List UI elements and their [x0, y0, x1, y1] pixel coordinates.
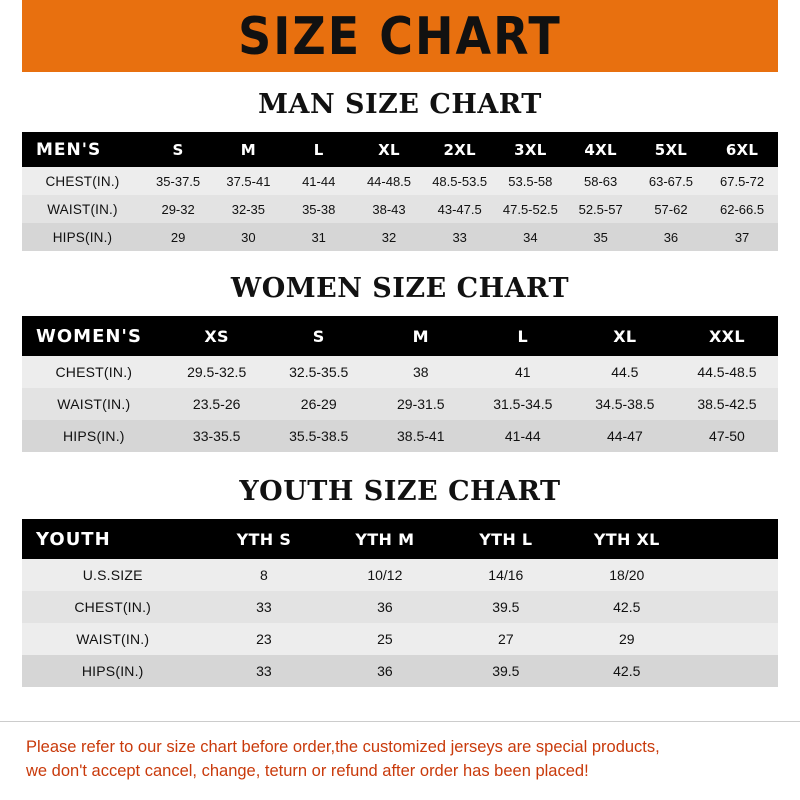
women-size-table [22, 316, 778, 452]
cell: 33 [256, 599, 272, 615]
youth-header-cell: YTH M [355, 529, 415, 549]
cell-spacer [687, 559, 778, 591]
youth-header-cell: YTH XL [593, 529, 660, 549]
cell: 26-29 [300, 396, 337, 412]
women-header-cell: M [412, 326, 429, 346]
man-header-cell: 5XL [654, 140, 688, 159]
cell: 33 [256, 663, 272, 679]
cell: 23 [256, 631, 272, 647]
youth-header-cell: YOUTH [36, 528, 111, 550]
women-section-title: WOMEN SIZE CHART [230, 273, 570, 304]
row-label: HIPS(IN.) [52, 229, 113, 245]
cell: 29-31.5 [397, 396, 445, 412]
row-label: CHEST(IN.) [55, 364, 133, 380]
man-header-cell: L [313, 140, 324, 159]
cell: 52.5-57 [578, 201, 623, 217]
cell: 10/12 [367, 567, 403, 583]
cell: 36 [377, 663, 393, 679]
cell: 32-35 [231, 201, 266, 217]
cell: 39.5 [492, 599, 520, 615]
row-label: WAIST(IN.) [57, 396, 131, 412]
youth-header-spacer [687, 519, 778, 559]
man-header-row [22, 132, 778, 167]
cell: 41-44 [302, 173, 336, 189]
cell: 63-67.5 [648, 173, 693, 189]
cell-spacer [687, 655, 778, 687]
cell: 36 [663, 229, 679, 245]
women-header-cell: L [517, 326, 529, 346]
cell: 57-62 [654, 201, 688, 217]
cell: 48.5-53.5 [432, 173, 488, 189]
table-row [22, 223, 778, 251]
footer-line-1: Please refer to our size chart before order,the customized jerseys are special products, [26, 738, 660, 757]
man-header-cell: 4XL [584, 140, 617, 159]
table-row [22, 655, 778, 687]
cell: 37 [734, 229, 750, 245]
table-row [22, 591, 778, 623]
charts-content [0, 72, 800, 721]
cell: 53.5-58 [508, 173, 553, 189]
cell: 34 [523, 229, 538, 245]
cell: 29.5-32.5 [187, 364, 247, 380]
man-header-cell: S [172, 140, 184, 159]
youth-header-row [22, 519, 778, 559]
women-header-row [22, 316, 778, 356]
table-row [22, 623, 778, 655]
cell: 29 [618, 631, 635, 647]
cell: 33 [452, 229, 467, 245]
women-header-cell: XS [204, 326, 229, 346]
women-header-cell: S [312, 326, 325, 346]
row-label: CHEST(IN.) [45, 173, 120, 189]
cell: 41-44 [504, 428, 541, 444]
cell: 41 [515, 364, 531, 380]
cell: 44-47 [606, 428, 643, 444]
footer-line-2: we don't accept cancel, change, teturn or refund after order has been placed! [26, 762, 589, 781]
women-header-cell: WOMEN'S [36, 325, 142, 347]
cell: 35.5-38.5 [289, 428, 349, 444]
man-section-title: MAN SIZE CHART [258, 89, 542, 120]
cell: 18/20 [609, 567, 645, 583]
cell-spacer [687, 623, 778, 655]
table-row [22, 195, 778, 223]
cell: 44.5-48.5 [697, 364, 757, 380]
youth-section-title: YOUTH SIZE CHART [239, 476, 561, 507]
cell: 42.5 [613, 663, 641, 679]
man-header-cell: M [240, 140, 257, 159]
cell: 43-47.5 [437, 201, 482, 217]
cell: 23.5-26 [192, 396, 241, 412]
man-size-table [22, 132, 778, 251]
man-header-cell: 6XL [725, 140, 759, 159]
cell: 42.5 [613, 599, 641, 615]
cell: 36 [377, 599, 393, 615]
cell: 38-43 [372, 201, 406, 217]
youth-size-table [22, 519, 778, 687]
row-label: WAIST(IN.) [76, 631, 150, 647]
cell: 35-38 [302, 201, 336, 217]
table-row [22, 356, 778, 388]
man-header-cell: MEN'S [36, 139, 102, 160]
cell: 35-37.5 [156, 173, 201, 189]
cell: 35 [593, 229, 608, 245]
cell: 29 [170, 229, 186, 245]
youth-header-cell: YTH L [479, 529, 533, 549]
cell: 27 [498, 631, 514, 647]
man-header-cell: XL [378, 140, 400, 159]
cell: 58-63 [584, 173, 618, 189]
cell: 34.5-38.5 [595, 396, 655, 412]
row-label: CHEST(IN.) [74, 599, 152, 615]
cell: 39.5 [492, 663, 520, 679]
table-row [22, 388, 778, 420]
cell: 38.5-42.5 [697, 396, 757, 412]
table-row [22, 559, 778, 591]
man-header-cell: 2XL [443, 140, 476, 159]
row-label: U.S.SIZE [82, 567, 143, 583]
cell: 38 [412, 364, 429, 380]
cell: 8 [260, 567, 268, 583]
page-title: SIZE CHART [238, 5, 562, 67]
cell: 47.5-52.5 [502, 201, 558, 217]
cell: 62-66.5 [720, 201, 765, 217]
cell: 44-48.5 [366, 173, 412, 189]
women-header-cell: XXL [709, 326, 745, 346]
cell: 32 [381, 229, 397, 245]
cell: 67.5-72 [720, 173, 765, 189]
row-label: WAIST(IN.) [47, 201, 118, 217]
cell: 14/16 [488, 567, 524, 583]
page-banner [0, 0, 800, 72]
row-label: HIPS(IN.) [62, 428, 125, 444]
table-row [22, 420, 778, 452]
cell: 33-35.5 [192, 428, 241, 444]
cell: 25 [377, 631, 393, 647]
cell: 32.5-35.5 [289, 364, 349, 380]
cell: 31.5-34.5 [493, 396, 553, 412]
table-row [22, 167, 778, 195]
youth-header-cell: YTH S [236, 529, 292, 549]
row-label: HIPS(IN.) [81, 663, 144, 679]
cell: 37.5-41 [226, 173, 271, 189]
cell: 47-50 [709, 428, 745, 444]
cell: 30 [241, 229, 256, 245]
cell: 38.5-41 [397, 428, 445, 444]
footer-note [0, 721, 800, 800]
cell: 31 [311, 229, 326, 245]
man-header-cell: 3XL [514, 140, 547, 159]
cell: 44.5 [611, 364, 639, 380]
women-header-cell: XL [613, 326, 637, 346]
cell-spacer [687, 591, 778, 623]
cell: 29-32 [161, 201, 195, 217]
